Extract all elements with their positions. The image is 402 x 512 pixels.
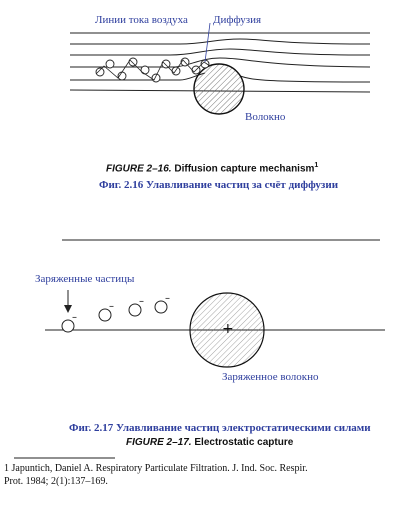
figure-2-16-title: Diffusion capture mechanism (174, 163, 315, 175)
footnote-line-1: 1 Japuntich, Daniel A. Respiratory Particulate Filtration. J. Ind. Soc. Respir. (4, 463, 308, 474)
fiber-charge: + (222, 321, 234, 337)
charged-fiber-label: Заряженное волокно (222, 371, 319, 383)
figure-2-16-caption-en (106, 162, 318, 174)
footnote-line-2: Prot. 1984; 2(1):137–169. (4, 476, 108, 487)
figure-2-17-caption-en (126, 437, 293, 448)
diffusion-label: Диффузия (213, 14, 262, 26)
charged-particles-label: Заряженные частицы (35, 273, 135, 285)
figure-2-17-title: Electrostatic capture (194, 437, 294, 448)
figure-2-17-number: FIGURE 2–17. (126, 437, 192, 448)
figure-2-16-footnote-ref: 1 (314, 162, 319, 169)
particle-charge-2: – (109, 301, 114, 312)
particles-arrow-head (64, 305, 72, 313)
charged-particles (62, 301, 167, 332)
fiber-circle (194, 64, 244, 114)
fiber-label: Волокно (245, 111, 286, 123)
particle-charge-1: – (72, 312, 77, 323)
streamlines-label: Линии тока воздуха (95, 14, 188, 26)
figure-2-17-caption-ru: Фиг. 2.17 Улавливание частиц электростатическими силами (69, 422, 371, 434)
particle-charge-4: – (165, 293, 170, 304)
particle-charge-3: – (139, 296, 144, 307)
figure-2-16-number: FIGURE 2–16. (106, 163, 172, 175)
figure-2-16-caption-ru: Фиг. 2.16 Улавливание частиц за счёт диффузии (99, 179, 339, 191)
